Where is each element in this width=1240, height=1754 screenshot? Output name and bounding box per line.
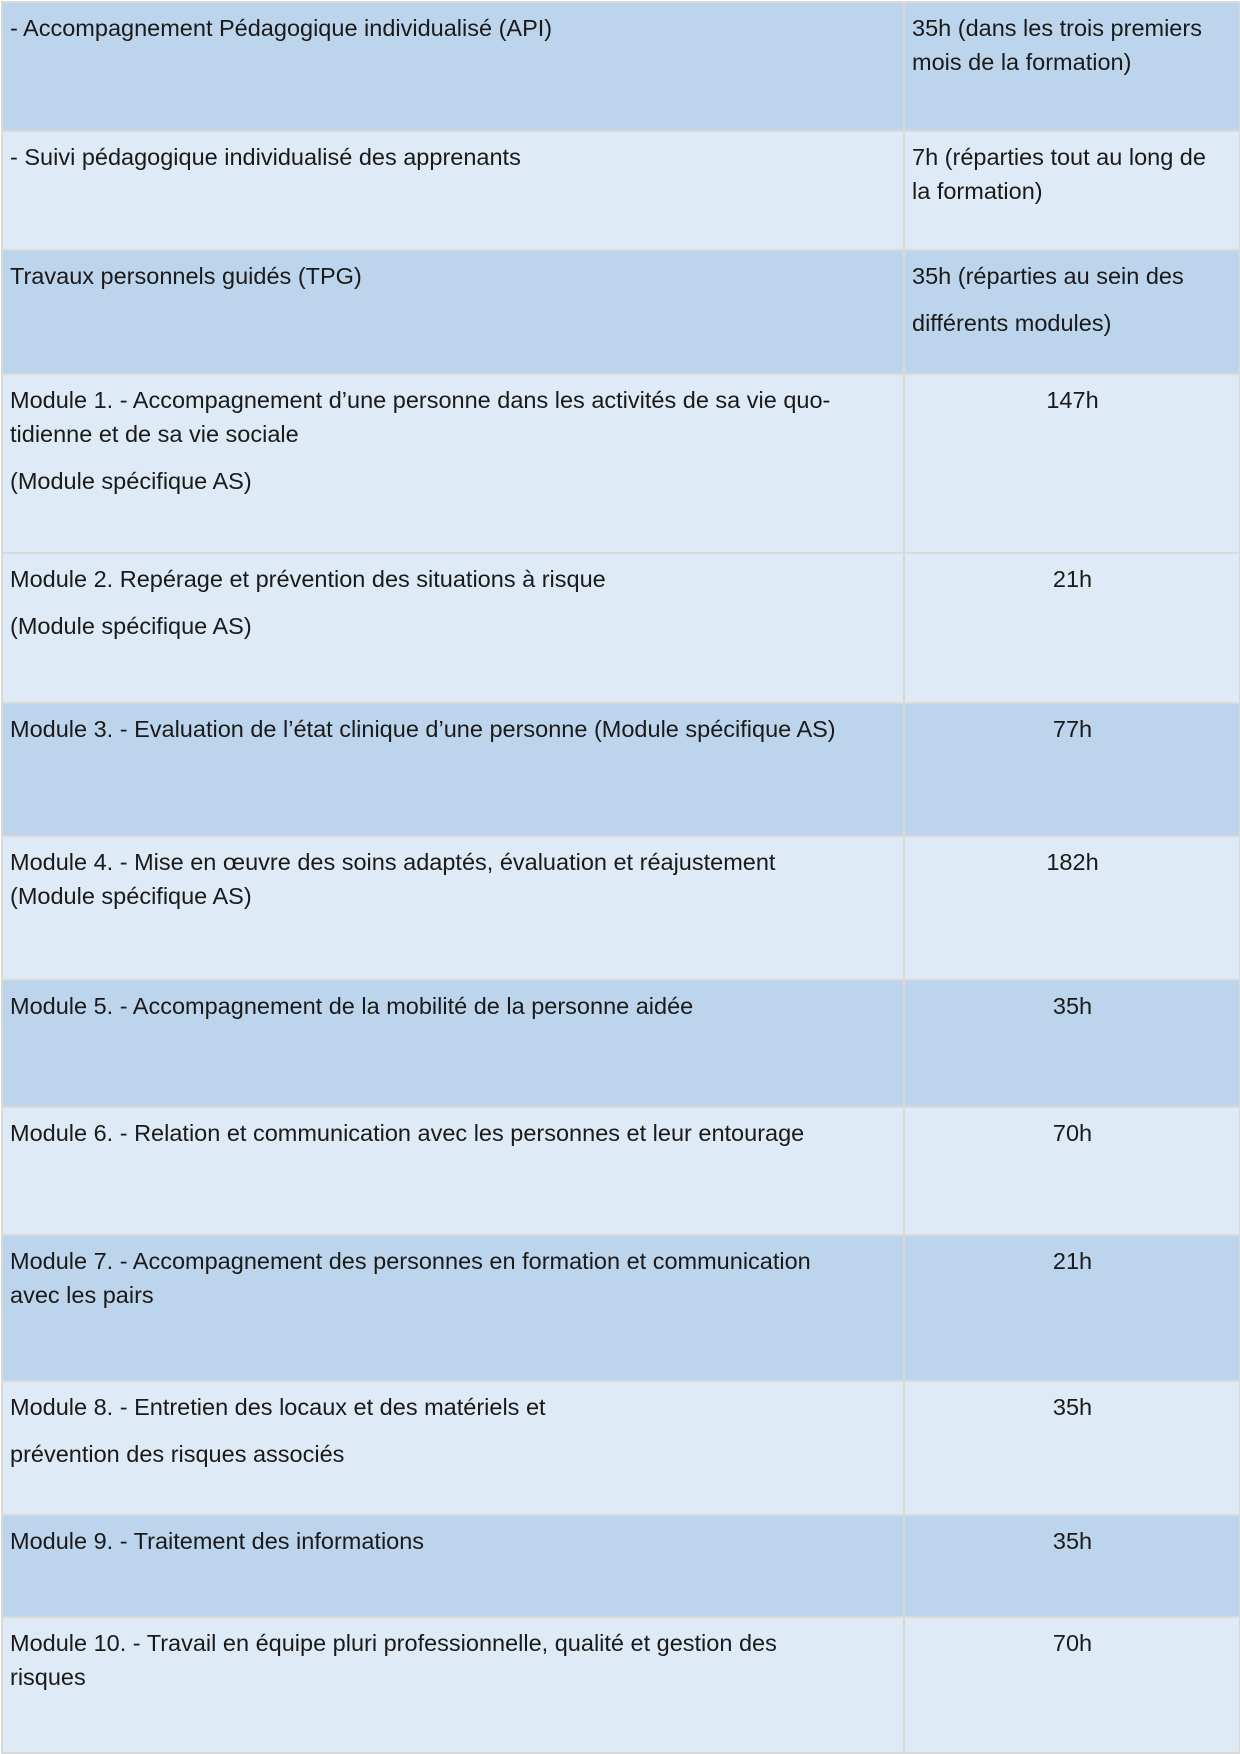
- hours-text: 21h: [1052, 566, 1093, 592]
- activity-text: Travaux personnels guidés (TPG): [10, 263, 362, 289]
- hours-text: 35h: [1052, 993, 1093, 1019]
- module-cell: [2, 553, 904, 703]
- hours-text: 77h: [1052, 716, 1093, 742]
- module-cell: [2, 703, 904, 836]
- table-row: [2, 131, 1240, 250]
- hours-cell: [904, 836, 1240, 980]
- module-note: (Module spécifique AS): [10, 883, 252, 909]
- module-note: (Module spécifique AS): [10, 468, 252, 494]
- hours-cell: [904, 703, 1240, 836]
- table-row: [2, 1235, 1240, 1381]
- table-row: [2, 553, 1240, 703]
- hours-text: 35h: [1052, 1394, 1093, 1420]
- hours-text: 35h (dans les trois premiers: [912, 15, 1202, 41]
- hours-text: 7h (réparties tout au long de: [912, 144, 1206, 170]
- hours-text: 70h: [1052, 1120, 1093, 1146]
- hours-cell: [904, 980, 1240, 1107]
- module-title: risques: [10, 1664, 86, 1690]
- module-title: Module 3. - Evaluation de l’état clinique d’une personne (Module spécifique AS): [10, 716, 836, 742]
- table-row: [2, 836, 1240, 980]
- table-row: [2, 1381, 1240, 1515]
- table-row: [2, 1617, 1240, 1753]
- module-title: Module 2. Repérage et prévention des situations à risque: [10, 566, 606, 592]
- table-row: [2, 250, 1240, 374]
- module-cell: [2, 1107, 904, 1235]
- table-row: [2, 2, 1240, 131]
- activity-text: - Suivi pédagogique individualisé des apprenants: [10, 144, 521, 170]
- hours-cell: [904, 1381, 1240, 1515]
- module-cell: [2, 374, 904, 553]
- module-cell: [2, 836, 904, 980]
- hours-text: mois de la formation): [912, 49, 1132, 75]
- hours-text: la formation): [912, 178, 1043, 204]
- hours-cell: [904, 250, 1240, 374]
- module-title: Module 1. - Accompagnement d’une personne dans les activités de sa vie quo-: [10, 387, 831, 413]
- hours-text: 70h: [1052, 1630, 1093, 1656]
- table-row: [2, 374, 1240, 553]
- module-cell: [2, 1617, 904, 1753]
- module-cell: [2, 980, 904, 1107]
- module-cell: [2, 1235, 904, 1381]
- table-row: [2, 1515, 1240, 1617]
- table-row: [2, 980, 1240, 1107]
- module-cell: [2, 1515, 904, 1617]
- hours-text: différents modules): [912, 310, 1112, 336]
- hours-text: 21h: [1052, 1248, 1093, 1274]
- hours-cell: [904, 2, 1240, 131]
- hours-cell: [904, 1107, 1240, 1235]
- activity-cell: [2, 2, 904, 131]
- hours-cell: [904, 1515, 1240, 1617]
- hours-text: 147h: [1046, 387, 1099, 413]
- module-title: Module 8. - Entretien des locaux et des matériels et: [10, 1394, 546, 1420]
- module-title: Module 9. - Traitement des informations: [10, 1528, 425, 1554]
- module-title: Module 5. - Accompagnement de la mobilité de la personne aidée: [10, 993, 694, 1019]
- module-title: Module 6. - Relation et communication avec les personnes et leur entourage: [10, 1120, 805, 1146]
- hours-text: 182h: [1046, 849, 1099, 875]
- module-title: avec les pairs: [10, 1282, 154, 1308]
- module-title: Module 7. - Accompagnement des personnes en formation et communication: [10, 1248, 811, 1274]
- module-title: Module 10. - Travail en équipe pluri professionnelle, qualité et gestion des: [10, 1630, 777, 1656]
- hours-text: 35h (réparties au sein des: [912, 263, 1184, 289]
- table-row: [2, 1107, 1240, 1235]
- module-title: tidienne et de sa vie sociale: [10, 421, 299, 447]
- table-row: [2, 703, 1240, 836]
- hours-cell: [904, 1617, 1240, 1753]
- hours-cell: [904, 1235, 1240, 1381]
- activity-cell: [2, 131, 904, 250]
- module-title: prévention des risques associés: [10, 1441, 345, 1467]
- hours-cell: [904, 131, 1240, 250]
- activity-cell: [2, 250, 904, 374]
- activity-text: - Accompagnement Pédagogique individualisé (API): [10, 15, 553, 41]
- module-title: Module 4. - Mise en œuvre des soins adaptés, évaluation et réajustement: [10, 849, 776, 875]
- module-note: (Module spécifique AS): [10, 613, 252, 639]
- module-cell: [2, 1381, 904, 1515]
- hours-text: 35h: [1052, 1528, 1093, 1554]
- hours-cell: [904, 553, 1240, 703]
- hours-cell: [904, 374, 1240, 553]
- training-hours-table: [1, 1, 1240, 1754]
